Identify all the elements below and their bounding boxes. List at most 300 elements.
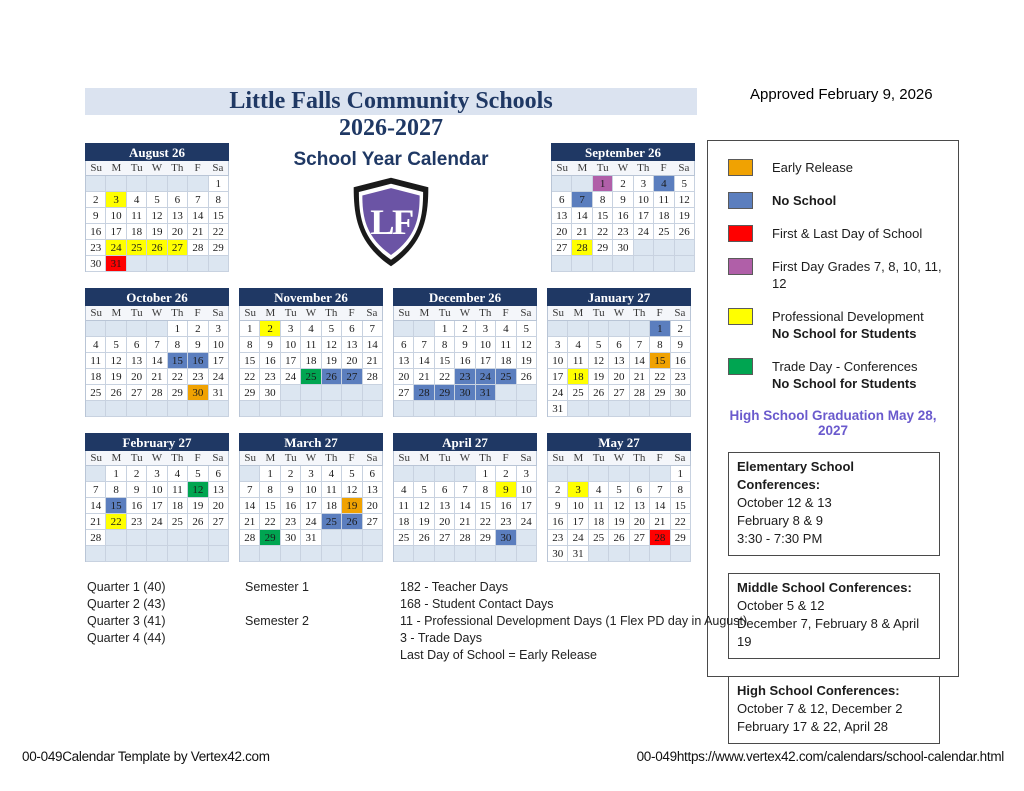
day-cell: 27 (609, 385, 629, 401)
weekday-label: W (609, 306, 629, 321)
day-cell: 26 (414, 530, 434, 546)
day-cell (589, 401, 609, 417)
day-cell: 9 (127, 482, 147, 498)
weekday-label: W (301, 451, 321, 466)
month-title: January 27 (547, 288, 691, 306)
weekday-label: Su (86, 306, 106, 321)
day-cell (630, 466, 650, 482)
weekday-label: F (341, 306, 361, 321)
first-day-grades-color-chip (728, 258, 753, 275)
note-line (245, 630, 309, 647)
day-cell: 27 (552, 240, 572, 256)
day-cell (496, 401, 516, 417)
day-cell (260, 401, 280, 417)
day-cell: 23 (281, 514, 301, 530)
day-cell: 27 (127, 385, 147, 401)
day-grid (85, 321, 229, 417)
year-statistics (400, 579, 747, 664)
day-cell (609, 321, 629, 337)
day-cell (168, 176, 188, 192)
note-line: 11 - Professional Development Days (1 Flex PD day in August) (400, 614, 748, 628)
trade-day-color-chip (728, 358, 753, 375)
day-grid (85, 176, 229, 272)
day-cell (675, 256, 695, 272)
conference-box-title: Middle School Conferences: (737, 580, 912, 595)
day-cell: 24 (209, 369, 229, 385)
month-calendar-april-27 (393, 433, 537, 562)
day-cell: 20 (363, 498, 383, 514)
day-cell: 30 (86, 256, 106, 272)
day-cell (106, 321, 126, 337)
legend-label: First Day Grades 7, 8, 10, 11, 12 (772, 259, 942, 291)
day-cell: 17 (147, 498, 167, 514)
day-cell: 28 (240, 530, 260, 546)
conference-line: October 5 & 12 (737, 598, 825, 613)
day-cell (363, 530, 383, 546)
month-calendar-december-26 (393, 288, 537, 417)
day-cell (281, 385, 301, 401)
weekday-label: W (613, 161, 633, 176)
day-cell: 31 (548, 401, 568, 417)
day-cell: 22 (240, 369, 260, 385)
weekday-label: F (341, 451, 361, 466)
day-cell: 1 (476, 466, 496, 482)
day-cell: 19 (322, 353, 342, 369)
day-cell: 2 (455, 321, 475, 337)
day-cell: 12 (414, 498, 434, 514)
day-cell: 9 (671, 337, 691, 353)
footer-template-credit: 00-049Calendar Template by Vertex42.com (22, 749, 270, 764)
day-cell (496, 546, 516, 562)
day-cell: 21 (188, 224, 208, 240)
day-cell: 5 (188, 466, 208, 482)
day-cell: 10 (301, 482, 321, 498)
day-cell: 7 (414, 337, 434, 353)
day-cell: 19 (589, 369, 609, 385)
weekday-label: Sa (670, 451, 690, 466)
day-cell: 27 (394, 385, 414, 401)
day-cell (589, 321, 609, 337)
legend-label: Early Release (772, 160, 853, 175)
weekday-label: Th (167, 451, 187, 466)
day-cell (414, 546, 434, 562)
day-cell: 17 (281, 353, 301, 369)
note-line: 3 - Trade Days (400, 631, 482, 645)
day-cell: 2 (127, 466, 147, 482)
weekday-label: M (414, 306, 434, 321)
month-title: May 27 (547, 433, 691, 451)
day-cell: 11 (86, 353, 106, 369)
day-cell: 4 (589, 482, 609, 498)
day-cell: 6 (363, 466, 383, 482)
day-grid (85, 466, 229, 562)
day-cell: 30 (671, 385, 691, 401)
month-calendar-january-27 (547, 288, 691, 417)
day-cell (147, 256, 167, 272)
day-cell (568, 321, 588, 337)
day-cell: 2 (613, 176, 633, 192)
weekday-label: Tu (127, 161, 147, 176)
day-cell: 5 (147, 192, 167, 208)
month-calendar-august-26 (85, 143, 229, 272)
day-cell: 24 (568, 530, 588, 546)
day-cell: 23 (188, 369, 208, 385)
day-cell: 14 (86, 498, 106, 514)
note-line: Semester 1 (245, 580, 309, 594)
day-cell (476, 546, 496, 562)
legend-label: No School (772, 193, 837, 208)
day-cell: 17 (634, 208, 654, 224)
conference-line: October 12 & 13 (737, 495, 832, 510)
weekday-label: Th (321, 451, 341, 466)
day-cell: 28 (572, 240, 592, 256)
day-cell (435, 401, 455, 417)
note-line (245, 596, 309, 613)
footer-source-url: 00-049https://www.vertex42.com/calendars/school-calendar.html (636, 749, 1004, 764)
day-cell (301, 401, 321, 417)
day-cell (414, 401, 434, 417)
day-cell: 3 (634, 176, 654, 192)
weekday-header-row (393, 306, 537, 321)
weekday-label: Tu (589, 306, 609, 321)
day-cell: 5 (675, 176, 695, 192)
day-cell: 3 (301, 466, 321, 482)
weekday-label: W (147, 161, 167, 176)
day-cell: 12 (589, 353, 609, 369)
day-cell (548, 466, 568, 482)
day-cell (414, 321, 434, 337)
day-cell: 16 (496, 498, 516, 514)
day-cell: 7 (650, 482, 670, 498)
day-cell: 10 (476, 337, 496, 353)
day-cell: 10 (634, 192, 654, 208)
day-cell (147, 176, 167, 192)
weekday-label: Su (240, 451, 260, 466)
day-cell: 16 (188, 353, 208, 369)
professional-development-color-chip (728, 308, 753, 325)
day-cell: 10 (106, 208, 126, 224)
day-cell: 4 (168, 466, 188, 482)
day-cell: 18 (127, 224, 147, 240)
day-cell: 17 (106, 224, 126, 240)
day-cell (209, 401, 229, 417)
day-cell: 7 (630, 337, 650, 353)
weekday-label: M (572, 161, 592, 176)
day-cell: 8 (240, 337, 260, 353)
conference-line: February 8 & 9 (737, 513, 823, 528)
day-cell: 23 (613, 224, 633, 240)
day-cell: 13 (394, 353, 414, 369)
quarter-day-counts (87, 579, 166, 647)
day-cell: 3 (209, 321, 229, 337)
day-cell (517, 401, 537, 417)
day-cell: 9 (260, 337, 280, 353)
month-calendar-september-26 (551, 143, 695, 272)
day-cell: 26 (147, 240, 167, 256)
month-calendar-february-27 (85, 433, 229, 562)
day-cell (342, 385, 362, 401)
day-cell: 20 (609, 369, 629, 385)
day-cell: 27 (435, 530, 455, 546)
day-cell: 6 (394, 337, 414, 353)
day-cell (127, 256, 147, 272)
day-cell: 19 (188, 498, 208, 514)
day-cell: 3 (548, 337, 568, 353)
day-cell: 25 (301, 369, 321, 385)
day-cell: 19 (517, 353, 537, 369)
day-cell (654, 256, 674, 272)
day-cell: 28 (414, 385, 434, 401)
day-cell: 11 (394, 498, 414, 514)
weekday-label: M (106, 161, 126, 176)
day-cell: 25 (394, 530, 414, 546)
day-cell (209, 530, 229, 546)
day-cell: 21 (455, 514, 475, 530)
weekday-label: M (568, 306, 588, 321)
day-cell: 28 (650, 530, 670, 546)
note-line: Quarter 2 (43) (87, 597, 166, 611)
day-cell (363, 385, 383, 401)
day-cell: 14 (455, 498, 475, 514)
day-cell (650, 401, 670, 417)
day-cell: 21 (572, 224, 592, 240)
weekday-label: Sa (208, 306, 228, 321)
day-cell: 10 (209, 337, 229, 353)
day-cell: 4 (301, 321, 321, 337)
day-cell: 3 (568, 482, 588, 498)
day-cell: 16 (613, 208, 633, 224)
day-cell: 13 (209, 482, 229, 498)
day-cell: 21 (363, 353, 383, 369)
day-cell: 13 (609, 353, 629, 369)
day-cell: 12 (517, 337, 537, 353)
weekday-header-row (551, 161, 695, 176)
day-cell: 30 (260, 385, 280, 401)
weekday-label: Tu (281, 451, 301, 466)
day-cell: 17 (209, 353, 229, 369)
day-cell: 21 (86, 514, 106, 530)
day-cell: 18 (568, 369, 588, 385)
day-cell: 9 (496, 482, 516, 498)
day-cell: 8 (260, 482, 280, 498)
day-cell: 26 (342, 514, 362, 530)
day-cell: 22 (593, 224, 613, 240)
day-cell: 1 (435, 321, 455, 337)
day-cell: 29 (650, 385, 670, 401)
day-cell: 29 (671, 530, 691, 546)
weekday-label: Tu (593, 161, 613, 176)
day-cell: 29 (260, 530, 280, 546)
day-cell: 9 (548, 498, 568, 514)
day-cell: 8 (671, 482, 691, 498)
day-cell: 15 (106, 498, 126, 514)
day-cell: 1 (168, 321, 188, 337)
weekday-label: Sa (362, 306, 382, 321)
day-cell: 13 (630, 498, 650, 514)
month-title: October 26 (85, 288, 229, 306)
day-cell: 4 (86, 337, 106, 353)
day-cell: 28 (86, 530, 106, 546)
day-cell: 27 (363, 514, 383, 530)
day-cell (455, 401, 475, 417)
day-cell: 14 (240, 498, 260, 514)
day-cell (322, 401, 342, 417)
legend-label: Professional Development No School for Students (772, 309, 924, 341)
day-cell (394, 321, 414, 337)
day-cell (188, 256, 208, 272)
day-cell: 12 (322, 337, 342, 353)
day-cell (240, 401, 260, 417)
day-cell: 29 (435, 385, 455, 401)
day-cell: 6 (552, 192, 572, 208)
day-cell: 15 (168, 353, 188, 369)
day-cell: 10 (568, 498, 588, 514)
day-cell (634, 256, 654, 272)
day-cell: 20 (552, 224, 572, 240)
day-cell: 23 (260, 369, 280, 385)
month-calendar-october-26 (85, 288, 229, 417)
weekday-label: Tu (435, 451, 455, 466)
day-cell: 6 (609, 337, 629, 353)
day-cell (476, 401, 496, 417)
legend-item-first-last-day (728, 225, 958, 242)
weekday-label: Tu (127, 451, 147, 466)
day-cell: 21 (240, 514, 260, 530)
semester-labels (245, 579, 309, 647)
day-cell (675, 240, 695, 256)
day-cell: 18 (86, 369, 106, 385)
day-cell: 22 (476, 514, 496, 530)
weekday-label: Sa (670, 306, 690, 321)
day-cell: 11 (301, 337, 321, 353)
day-cell (127, 176, 147, 192)
day-grid (547, 321, 691, 417)
day-cell (301, 385, 321, 401)
day-cell: 28 (455, 530, 475, 546)
day-cell: 16 (86, 224, 106, 240)
day-cell: 14 (650, 498, 670, 514)
weekday-label: Su (86, 161, 106, 176)
weekday-header-row (85, 451, 229, 466)
day-cell (394, 466, 414, 482)
day-cell: 19 (675, 208, 695, 224)
day-cell: 19 (106, 369, 126, 385)
graduation-note: High School Graduation May 28, 2027 (729, 408, 937, 438)
day-cell: 23 (86, 240, 106, 256)
day-cell (630, 321, 650, 337)
day-cell (168, 546, 188, 562)
day-cell: 16 (260, 353, 280, 369)
day-cell (435, 546, 455, 562)
day-cell (240, 466, 260, 482)
school-year-title: 2026-2027 (339, 115, 443, 141)
day-cell: 8 (168, 337, 188, 353)
weekday-label: Sa (362, 451, 382, 466)
day-cell: 18 (301, 353, 321, 369)
weekday-label: Tu (435, 306, 455, 321)
day-cell: 4 (568, 337, 588, 353)
day-cell: 5 (517, 321, 537, 337)
day-cell (593, 256, 613, 272)
day-cell: 1 (209, 176, 229, 192)
day-cell (106, 546, 126, 562)
day-cell (671, 546, 691, 562)
day-cell (127, 530, 147, 546)
legend-item-no-school (728, 192, 958, 209)
day-cell (127, 401, 147, 417)
conference-line: 3:30 - 7:30 PM (737, 531, 823, 546)
day-cell: 9 (455, 337, 475, 353)
day-cell (342, 530, 362, 546)
day-cell (209, 256, 229, 272)
day-cell: 8 (476, 482, 496, 498)
day-cell: 22 (260, 514, 280, 530)
note-line: Last Day of School = Early Release (400, 648, 597, 662)
day-cell: 15 (650, 353, 670, 369)
month-calendar-may-27 (547, 433, 691, 562)
day-cell (342, 546, 362, 562)
weekday-label: W (147, 451, 167, 466)
day-cell: 7 (188, 192, 208, 208)
day-cell: 22 (168, 369, 188, 385)
day-cell: 7 (455, 482, 475, 498)
color-legend (708, 141, 958, 392)
day-cell: 29 (168, 385, 188, 401)
day-cell: 30 (496, 530, 516, 546)
day-cell: 15 (209, 208, 229, 224)
day-cell: 23 (127, 514, 147, 530)
month-title: September 26 (551, 143, 695, 161)
legend-item-trade-day (728, 358, 958, 392)
weekday-label: F (187, 306, 207, 321)
day-cell: 13 (342, 337, 362, 353)
weekday-label: Su (552, 161, 572, 176)
day-cell (568, 466, 588, 482)
day-cell: 4 (394, 482, 414, 498)
day-cell (650, 546, 670, 562)
day-cell: 12 (675, 192, 695, 208)
day-cell: 4 (496, 321, 516, 337)
month-title: November 26 (239, 288, 383, 306)
day-cell: 25 (127, 240, 147, 256)
day-cell: 13 (363, 482, 383, 498)
day-cell: 3 (106, 192, 126, 208)
day-cell: 25 (322, 514, 342, 530)
day-grid (551, 176, 695, 272)
day-cell: 15 (435, 353, 455, 369)
weekday-label: Th (475, 306, 495, 321)
day-cell: 18 (654, 208, 674, 224)
day-cell: 7 (240, 482, 260, 498)
day-cell: 22 (209, 224, 229, 240)
day-cell: 5 (106, 337, 126, 353)
weekday-label: Th (321, 306, 341, 321)
weekday-header-row (547, 306, 691, 321)
day-cell (127, 546, 147, 562)
day-cell: 3 (517, 466, 537, 482)
conference-box-title: Elementary School Conferences: (737, 459, 855, 492)
weekday-label: Sa (674, 161, 694, 176)
weekday-header-row (239, 451, 383, 466)
day-cell: 5 (589, 337, 609, 353)
day-cell (106, 176, 126, 192)
weekday-label: Su (86, 451, 106, 466)
day-cell (86, 546, 106, 562)
day-cell (188, 546, 208, 562)
day-cell (363, 546, 383, 562)
day-cell: 3 (281, 321, 301, 337)
day-cell (127, 321, 147, 337)
